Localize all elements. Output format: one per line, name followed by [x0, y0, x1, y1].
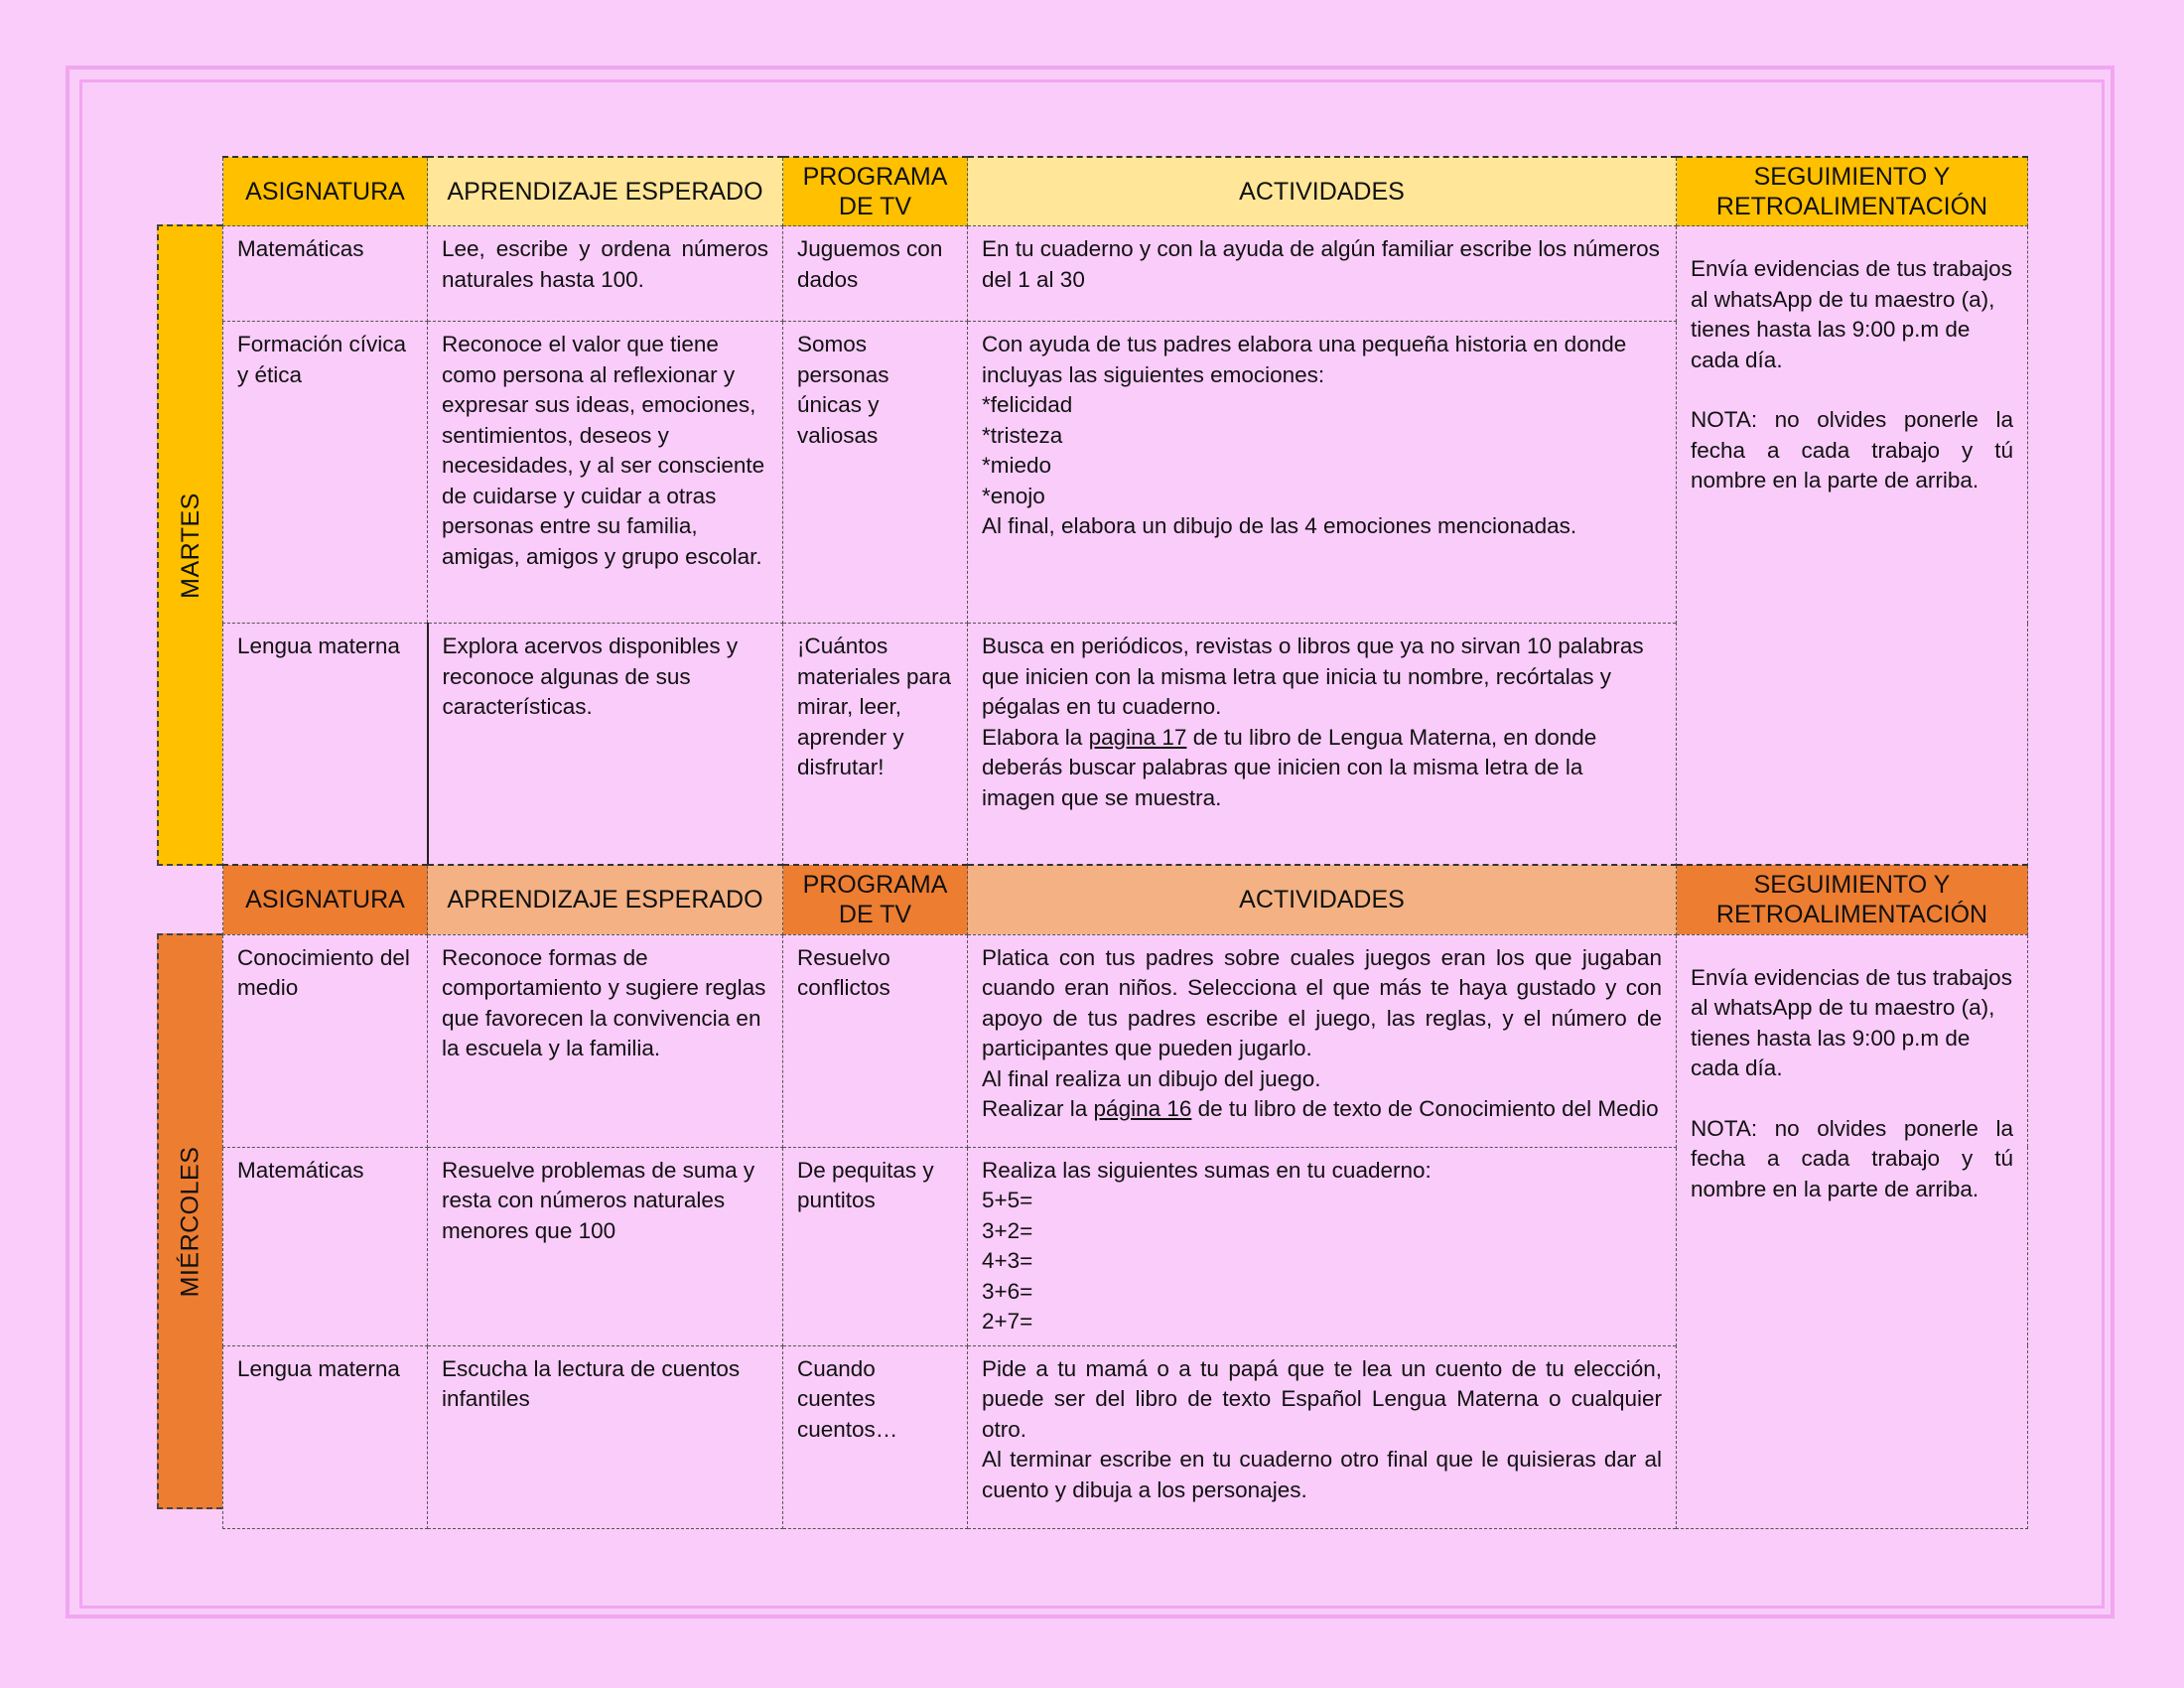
cell-programa: Somos personas únicas y valiosas — [783, 322, 968, 624]
cell-asignatura: Conocimiento del medio — [223, 934, 428, 1147]
actividades-text: Elabora la — [982, 724, 1089, 750]
seguimiento-nota: NOTA: no olvides ponerle la fecha a cada trabajo y tú nombre en la parte de arriba. — [1691, 407, 2013, 492]
header-aprendizaje: APRENDIZAJE ESPERADO — [428, 157, 783, 226]
cell-actividades: Realiza las siguientes sumas en tu cuaderno: 5+5= 3+2= 4+3= 3+6= 2+7= — [968, 1147, 1677, 1345]
day-label-martes — [157, 224, 222, 866]
cell-aprendizaje: Lee, escribe y ordena números naturales hasta 100. — [428, 226, 783, 322]
header-asignatura: ASIGNATURA — [223, 157, 428, 226]
day-label-miercoles — [157, 933, 222, 1509]
cell-aprendizaje: Explora acervos disponibles y reconoce algunas de sus características. — [428, 624, 783, 866]
day-label-text: MIÉRCOLES — [176, 1146, 205, 1297]
actividades-text: de tu libro de texto de Conocimiento del Medio — [1191, 1096, 1659, 1121]
cell-seguimiento — [1677, 226, 2028, 866]
cell-aprendizaje: Reconoce formas de comportamiento y sugiere reglas que favorecen la convivencia en la escuela y la familia. — [428, 934, 783, 1147]
header-actividades: ACTIVIDADES — [968, 865, 1677, 934]
cell-aprendizaje: Reconoce el valor que tiene como persona al reflexionar y expresar sus ideas, emociones, sentimientos, deseos y necesidades, y al ser consciente de cuidarse y cuidar a otras personas entre su familia, amigas, amigos y grupo escolar. — [428, 322, 783, 624]
cell-programa: ¡Cuántos materiales para mirar, leer, aprender y disfrutar! — [783, 624, 968, 866]
cell-actividades — [968, 934, 1677, 1147]
actividades-text: de tu libro de Lengua Materna, en donde deberás buscar palabras que inicien con la misma letra de la imagen que se muestra. — [982, 724, 1597, 810]
seguimiento-text: Envía evidencias de tus trabajos al whatsApp de tu maestro (a), tienes hasta las 9:00 p.m de cada día. — [1691, 964, 2012, 1080]
header-seguimiento: SEGUIMIENTO Y RETROALIMENTACIÓN — [1677, 157, 2028, 226]
cell-aprendizaje: Resuelve problemas de suma y resta con números naturales menores que 100 — [428, 1147, 783, 1345]
cell-asignatura: Lengua materna — [223, 1345, 428, 1528]
header-seguimiento: SEGUIMIENTO Y RETROALIMENTACIÓN — [1677, 865, 2028, 934]
actividades-text: Pide a tu mamá o a tu papá que te lea un cuento de tu elección, puede ser del libro de texto Español Lengua Materna o cualquier otro. — [982, 1355, 1662, 1442]
header-programa: PROGRAMA DE TV — [783, 865, 968, 934]
cell-actividades — [968, 624, 1677, 866]
cell-asignatura: Lengua materna — [223, 624, 428, 866]
cell-programa: Juguemos con dados — [783, 226, 968, 322]
cell-aprendizaje: Escucha la lectura de cuentos infantiles — [428, 1345, 783, 1528]
cell-programa: De pequitas y puntitos — [783, 1147, 968, 1345]
actividades-text: Al terminar escribe en tu cuaderno otro final que le quisieras dar al cuento y dibuja a los personajes. — [982, 1447, 1662, 1502]
header-asignatura: ASIGNATURA — [223, 865, 428, 934]
schedule-table-miercoles — [222, 864, 2028, 1529]
cell-asignatura: Matemáticas — [223, 226, 428, 322]
table-header-row — [223, 865, 2028, 934]
cell-actividades: En tu cuaderno y con la ayuda de algún familiar escribe los números del 1 al 30 — [968, 226, 1677, 322]
cell-programa: Cuando cuentes cuentos… — [783, 1345, 968, 1528]
cell-actividades: Con ayuda de tus padres elabora una pequeña historia en donde incluyas las siguientes emociones: *felicidad *tristeza *miedo *enojo Al final, elabora un dibujo de las 4 emociones mencionadas. — [968, 322, 1677, 624]
actividades-text: Al final realiza un dibujo del juego. — [982, 1065, 1321, 1091]
cell-asignatura: Formación cívica y ética — [223, 322, 428, 624]
actividades-text: Busca en periódicos, revistas o libros que ya no sirvan 10 palabras que inicien con la misma letra que inicia tu nombre, recórtalas y pégalas en tu cuaderno. — [982, 633, 1644, 719]
actividades-text: Platica con tus padres sobre cuales juegos eran los que jugaban cuando eran niños. Selecciona el que más te haya gustado y con apoyo de tus padres escribe el juego, las reglas, y el número de participantes que pueden jugarlo. — [982, 944, 1662, 1060]
cell-asignatura: Matemáticas — [223, 1147, 428, 1345]
page-reference: pagina 17 — [1088, 724, 1187, 750]
page-reference: página 16 — [1093, 1096, 1192, 1121]
cell-actividades — [968, 1345, 1677, 1528]
table-row — [223, 226, 2028, 322]
seguimiento-nota: NOTA: no olvides ponerle la fecha a cada trabajo y tú nombre en la parte de arriba. — [1691, 1115, 2013, 1201]
cell-programa: Resuelvo conflictos — [783, 934, 968, 1147]
header-actividades: ACTIVIDADES — [968, 157, 1677, 226]
table-row — [223, 934, 2028, 1147]
schedule-table-martes — [222, 156, 2028, 866]
actividades-text: Realizar la — [982, 1096, 1094, 1121]
table-header-row — [223, 157, 2028, 226]
day-label-text: MARTES — [176, 492, 205, 599]
seguimiento-text: Envía evidencias de tus trabajos al whatsApp de tu maestro (a), tienes hasta las 9:00 p.m de cada día. — [1691, 256, 2012, 372]
header-programa: PROGRAMA DE TV — [783, 157, 968, 226]
cell-seguimiento — [1677, 934, 2028, 1528]
header-aprendizaje: APRENDIZAJE ESPERADO — [428, 865, 783, 934]
